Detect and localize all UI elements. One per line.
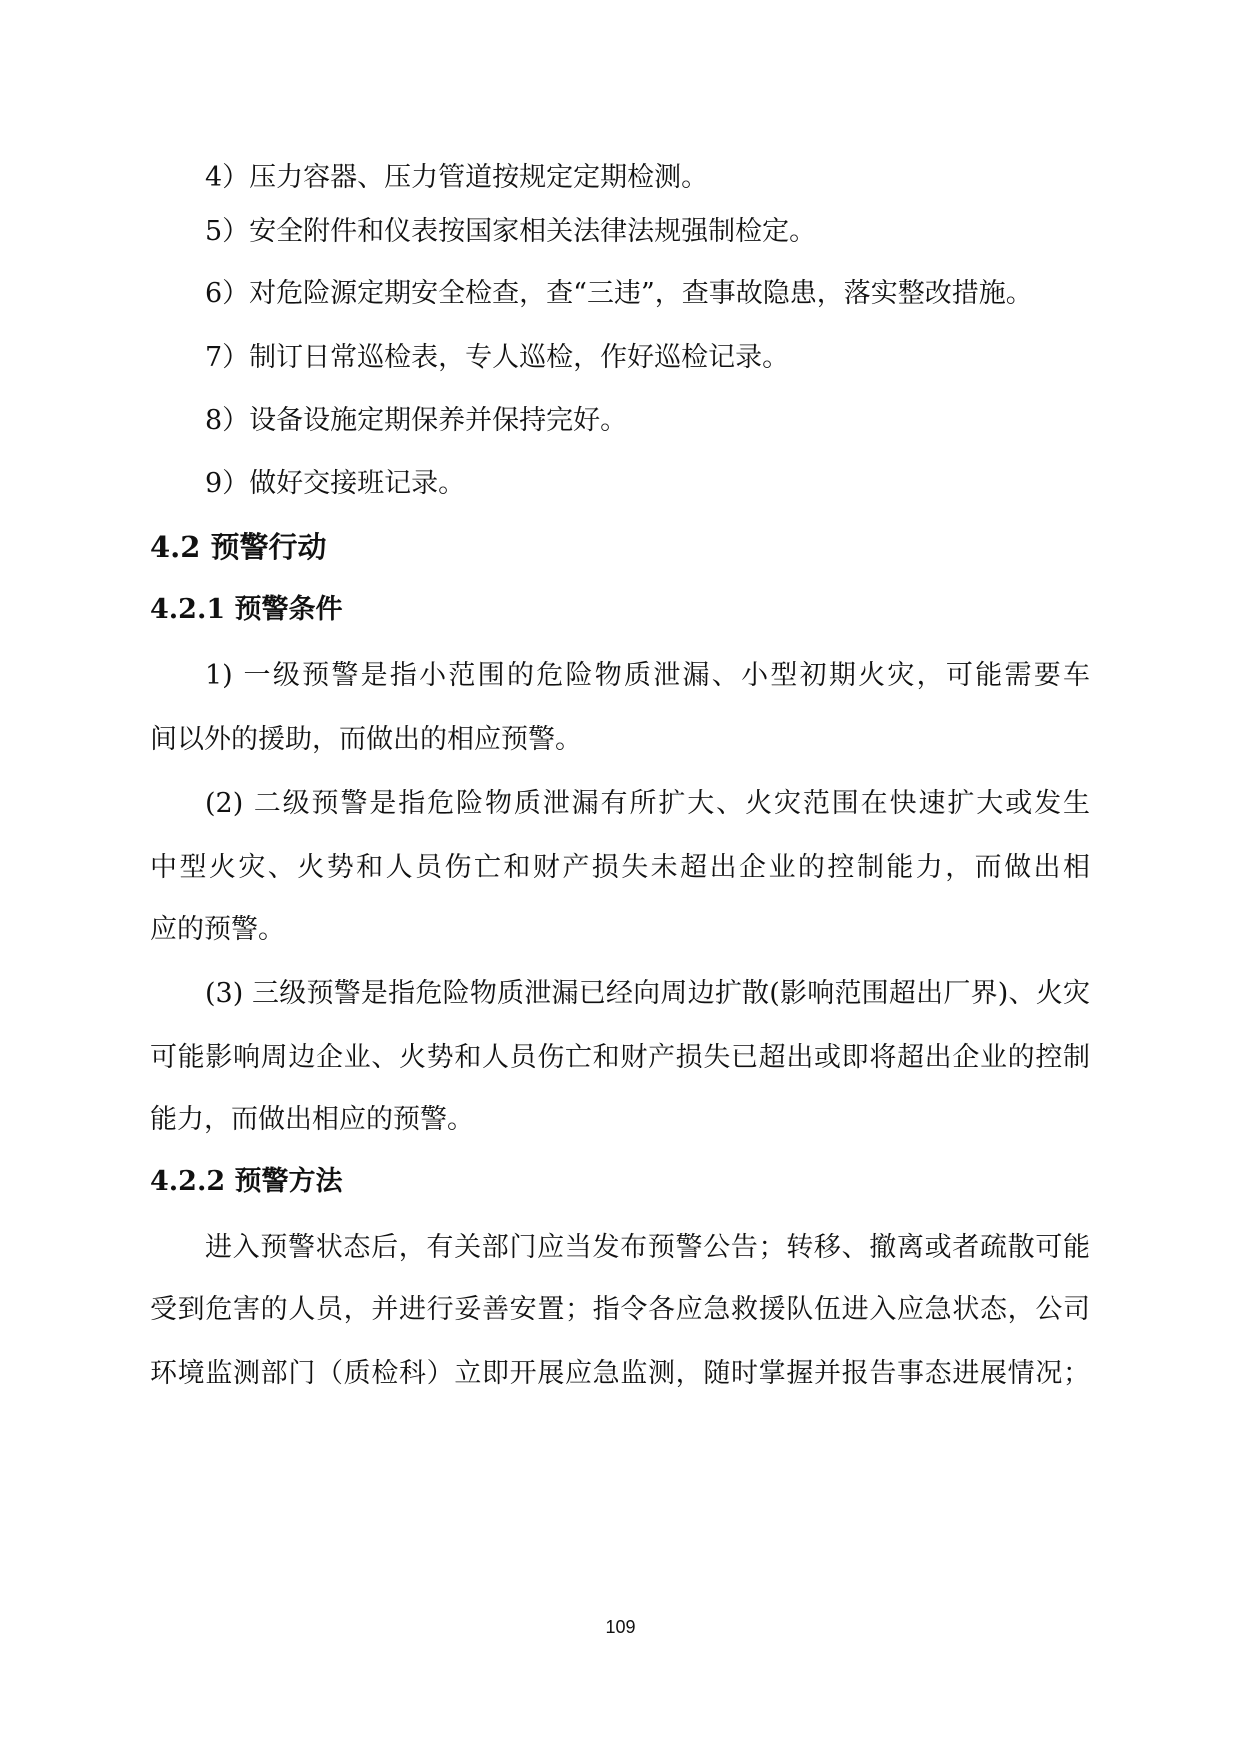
warning-level-2-line-3: 应的预警。 <box>150 914 285 945</box>
list-item-6: 6）对危险源定期安全检查，查“三违”，查事故隐患，落实整改措施。 <box>205 278 1033 309</box>
warning-method-line-2: 受到危害的人员，并进行妥善安置；指令各应急救援队伍进入应急状态，公司 <box>150 1294 1090 1325</box>
section-heading-4-2-2: 4.2.2 预警方法 <box>150 1166 343 1197</box>
warning-level-3-line-2: 可能影响周边企业、火势和人员伤亡和财产损失已超出或即将超出企业的控制 <box>150 1042 1090 1073</box>
page-number: 109 <box>605 1617 636 1637</box>
list-item-4: 4）压力容器、压力管道按规定定期检测。 <box>205 162 709 193</box>
warning-method-line-3: 环境监测部门（质检科）立即开展应急监测，随时掌握并报告事态进展情况； <box>150 1358 1090 1389</box>
section-heading-4-2: 4.2 预警行动 <box>150 530 327 564</box>
warning-level-2-line-1: (2) 二级预警是指危险物质泄漏有所扩大、火灾范围在快速扩大或发生 <box>205 788 1090 819</box>
list-item-7: 7）制订日常巡检表，专人巡检，作好巡检记录。 <box>205 342 790 373</box>
warning-level-1-line-1: 1) 一级预警是指小范围的危险物质泄漏、小型初期火灾，可能需要车 <box>205 660 1090 691</box>
list-item-5: 5）安全附件和仪表按国家相关法律法规强制检定。 <box>205 216 817 247</box>
warning-level-3-line-1: (3) 三级预警是指危险物质泄漏已经向周边扩散(影响范围超出厂界)、火灾 <box>205 978 1090 1009</box>
section-heading-4-2-1: 4.2.1 预警条件 <box>150 594 343 625</box>
list-item-9: 9）做好交接班记录。 <box>205 468 466 499</box>
warning-level-1-line-2: 间以外的援助，而做出的相应预警。 <box>150 724 582 755</box>
warning-level-3-line-3: 能力，而做出相应的预警。 <box>150 1104 474 1135</box>
warning-method-line-1: 进入预警状态后，有关部门应当发布预警公告；转移、撤离或者疏散可能 <box>205 1232 1090 1263</box>
list-item-8: 8）设备设施定期保养并保持完好。 <box>205 405 628 436</box>
warning-level-2-line-2: 中型火灾、火势和人员伤亡和财产损失未超出企业的控制能力，而做出相 <box>150 852 1090 883</box>
